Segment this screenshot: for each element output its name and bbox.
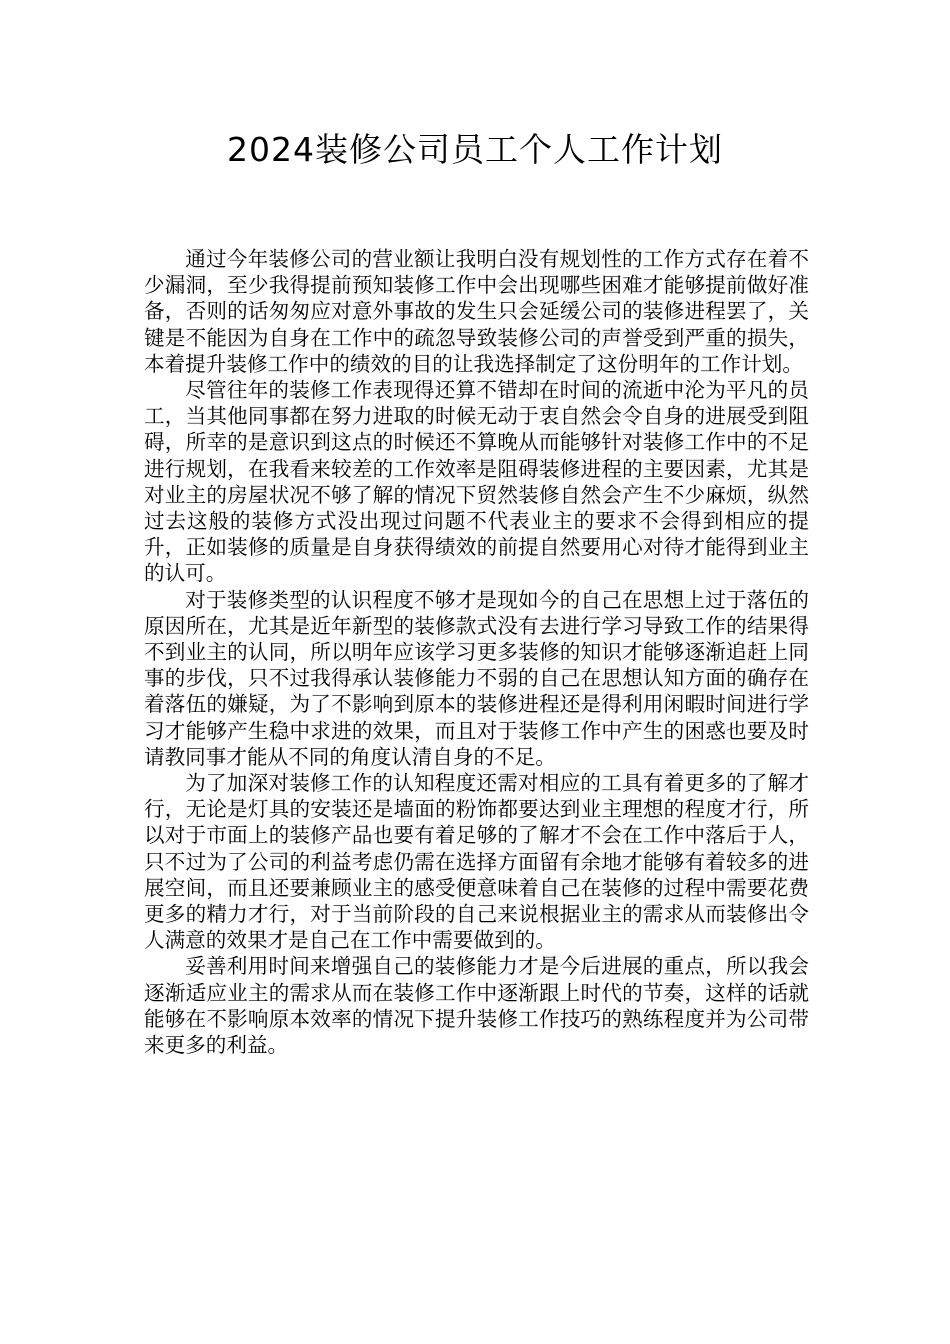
body-paragraph-4: 为了加深对装修工作的认知程度还需对相应的工具有着更多的了解才行，无论是灯具的安装还是墙面的粉饰都要达到业主理想的程度才行，所以对于市面上的装修产品也要有着足够的了解才不会在工作中落后于人，只不过为了公司的利益考虑仍需在选择方面留有余地才能够有着较多的进展空间，而且还要兼顾业主的感受便意味着自己在装修的过程中需要花费更多的精力才行，对于当前阶段的自己来说根据业主的需求从而装修出令人满意的效果才是自己在工作中需要做到的。 (144, 771, 809, 953)
body-paragraph-3: 对于装修类型的认识程度不够才是现如今的自己在思想上过于落伍的原因所在，尤其是近年新型的装修款式没有去进行学习导致工作的结果得不到业主的认同，所以明年应该学习更多装修的知识才能够逐渐追赶上同事的步伐，只不过我得承认装修能力不弱的自己在思想认知方面的确存在着落伍的嫌疑，为了不影响到原本的装修进程还是得利用闲暇时间进行学习才能够产生稳中求进的效果，而且对于装修工作中产生的困惑也要及时请教同事才能从不同的角度认清自身的不足。 (144, 587, 809, 769)
document-body (144, 246, 809, 1058)
document-title: 2024装修公司员工个人工作计划 (227, 130, 723, 169)
body-paragraph-1: 通过今年装修公司的营业额让我明白没有规划性的工作方式存在着不少漏洞，至少我得提前预知装修工作中会出现哪些困难才能够提前做好准备，否则的话匆匆应对意外事故的发生只会延缓公司的装修进程罢了，关键是不能因为自身在工作中的疏忽导致装修公司的声誉受到严重的损失，本着提升装修工作中的绩效的目的让我选择制定了这份明年的工作计划。 (144, 247, 809, 376)
body-paragraph-5: 妥善利用时间来增强自己的装修能力才是今后进展的重点，所以我会逐渐适应业主的需求从而在装修工作中逐渐跟上时代的节奏，这样的话就能够在不影响原本效率的情况下提升装修工作技巧的熟练程度并为公司带来更多的利益。 (144, 954, 809, 1058)
body-paragraph-2: 尽管往年的装修工作表现得还算不错却在时间的流逝中沦为平凡的员工，当其他同事都在努力进取的时候无动于衷自然会令自身的进展受到阻碍，所幸的是意识到这点的时候还不算晚从而能够针对装修工作中的不足进行规划，在我看来较差的工作效率是阻碍装修进程的主要因素，尤其是对业主的房屋状况不够了解的情况下贸然装修自然会产生不少麻烦，纵然过去这般的装修方式没出现过问题不代表业主的要求不会得到相应的提升，正如装修的质量是自身获得绩效的前提自然要用心对待才能得到业主的认可。 (144, 378, 809, 586)
